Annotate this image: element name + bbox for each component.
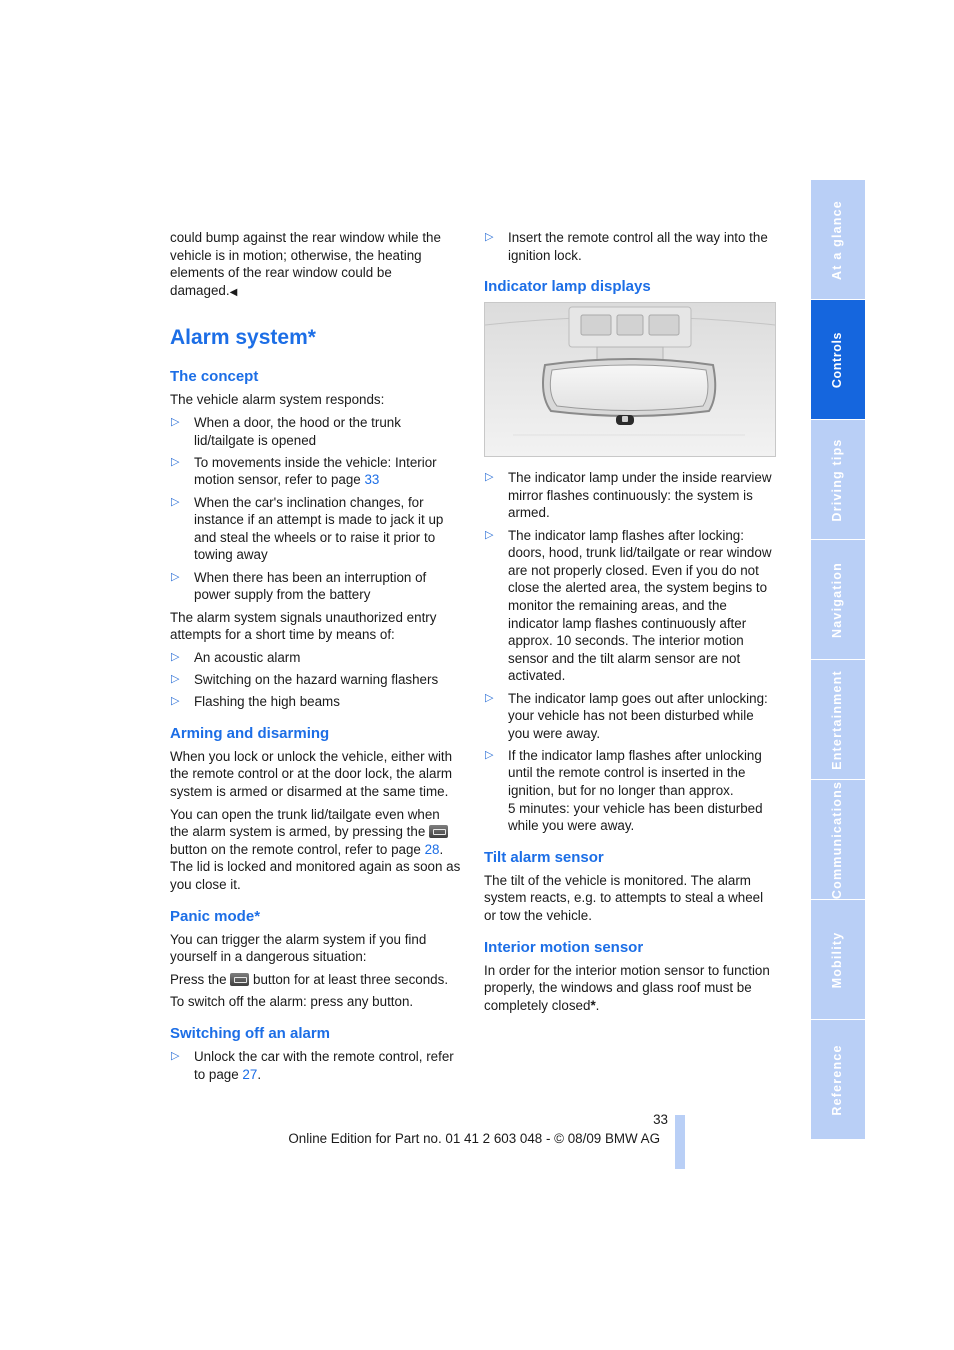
- trunk-key-icon: [429, 825, 448, 838]
- tab-communications[interactable]: Communications: [811, 780, 865, 899]
- switch-off-heading: Switching off an alarm: [170, 1024, 331, 1042]
- tilt-paragraph: The tilt of the vehicle is monitored. The alarm system reacts, e.g. to attempts to steal a wheel or tow the vehicle.: [484, 872, 764, 924]
- list-item: ▷ To movements inside the vehicle: Interior motion sensor, refer to page 33: [171, 454, 437, 488]
- tab-mobility[interactable]: Mobility: [811, 900, 865, 1019]
- signals-list: [170, 649, 462, 711]
- panic-paragraph-2: Press the button for at least three seconds.: [170, 971, 449, 987]
- list-item: ▷ Insert the remote control all the way into the ignition lock.: [485, 230, 768, 263]
- indicator-list: [484, 469, 776, 835]
- panic-key-icon: [230, 973, 249, 986]
- bullet-arrow-icon: ▷: [485, 528, 494, 541]
- panic-heading: Panic mode*: [170, 907, 261, 925]
- panic-paragraph-1: You can trigger the alarm system if you find yourself in a dangerous situation:: [170, 931, 427, 965]
- list-item: ▷ When the car's inclination changes, for instance if an attempt is made to jack it up and steal the wheels or to raise it prior to towing away: [171, 494, 444, 563]
- list-item: ▷ When there has been an interruption of power supply from the battery: [171, 569, 427, 603]
- list-item: ▷ When a door, the hood or the trunk lid/tailgate is opened: [171, 414, 401, 448]
- chapter-tabs: [811, 180, 865, 1140]
- bullet-arrow-icon: ▷: [485, 231, 494, 243]
- bullet-arrow-icon: ▷: [485, 748, 494, 761]
- page-number: 33: [653, 1112, 668, 1127]
- bullet-arrow-icon: ▷: [171, 1049, 180, 1062]
- interior-heading: Interior motion sensor: [484, 938, 644, 956]
- continuation-paragraph: could bump against the rear window while the vehicle is in motion; otherwise, the heating elements of the rear window could be damaged.◀: [170, 230, 441, 298]
- mirror-drawing: [485, 303, 775, 456]
- arming-paragraph-1: When you lock or unlock the vehicle, either with the remote control or at the door lock, the alarm system is armed or disarmed at the same time.: [170, 748, 453, 800]
- page-link[interactable]: 27: [242, 1066, 258, 1082]
- tab-driving-tips[interactable]: Driving tips: [811, 420, 865, 539]
- bullet-arrow-icon: ▷: [171, 415, 180, 428]
- switch-off-list: [170, 1048, 462, 1083]
- bullet-arrow-icon: ▷: [171, 570, 180, 583]
- tilt-heading: Tilt alarm sensor: [484, 848, 604, 866]
- bullet-arrow-icon: ▷: [485, 471, 494, 484]
- arming-heading: Arming and disarming: [170, 724, 330, 742]
- bullet-arrow-icon: ▷: [171, 495, 180, 508]
- edition-footer: Online Edition for Part no. 01 41 2 603 048 - © 08/09 BMW AG: [288, 1131, 660, 1146]
- interior-paragraph: In order for the interior motion sensor to function properly, the windows and glass roof must be completely closed*.: [484, 962, 770, 1013]
- list-item: ▷ The indicator lamp flashes after locking: doors, hood, trunk lid/tailgate or rear window are not properly closed. Even if you do not close the alerted area, the system begins to monitor the remaining areas, and the indicator lamp flashes continuously after approx. 10 seconds. The interior motion sensor and the tilt alarm sensor are not activated.: [485, 527, 772, 684]
- list-item: ▷ Unlock the car with the remote control, refer to page 27.: [171, 1048, 454, 1082]
- concept-list: [170, 414, 462, 604]
- tab-entertainment[interactable]: Entertainment: [811, 660, 865, 779]
- list-item: ▷ The indicator lamp goes out after unlocking: your vehicle has not been disturbed while you were away.: [485, 690, 768, 741]
- bullet-arrow-icon: ▷: [171, 673, 180, 686]
- bullet-arrow-icon: ▷: [171, 455, 180, 468]
- rearview-mirror-illustration: [484, 302, 776, 457]
- right-column: [484, 229, 776, 1019]
- indicator-heading: Indicator lamp displays: [484, 278, 651, 296]
- concept-heading: The concept: [170, 368, 259, 386]
- section-title: Alarm system*: [170, 326, 316, 350]
- footer-accent-bar: [675, 1115, 685, 1169]
- list-item: ▷ If the indicator lamp flashes after unlocking until the remote control is inserted in the ignition, but for no longer than approx. 5 minutes: your vehicle has been disturbed while you were away.: [485, 747, 763, 834]
- option-star: *: [590, 997, 596, 1013]
- tab-navigation[interactable]: Navigation: [811, 540, 865, 659]
- list-item: ▷ Flashing the high beams: [171, 694, 340, 710]
- bullet-arrow-icon: ▷: [171, 650, 180, 663]
- page-link[interactable]: 33: [364, 472, 380, 488]
- tab-controls[interactable]: Controls: [811, 300, 865, 419]
- tab-at-a-glance[interactable]: At a glance: [811, 180, 865, 299]
- panic-paragraph-3: To switch off the alarm: press any button.: [170, 994, 414, 1010]
- list-item: ▷ An acoustic alarm: [171, 649, 301, 665]
- list-item: ▷ The indicator lamp under the inside rearview mirror flashes continuously: the system is armed.: [485, 470, 772, 521]
- page-link[interactable]: 28: [424, 841, 440, 857]
- end-mark: ◀: [229, 286, 238, 298]
- bullet-arrow-icon: ▷: [171, 695, 180, 708]
- tab-reference[interactable]: Reference: [811, 1020, 865, 1139]
- arming-paragraph-2: You can open the trunk lid/tailgate even when the alarm system is armed, by pressing the button on the remote control, refer to page 28. The lid is locked and monitored again as soon as you close it.: [170, 806, 461, 892]
- list-item: ▷ Switching on the hazard warning flashers: [171, 672, 439, 688]
- bullet-arrow-icon: ▷: [485, 691, 494, 704]
- concept-intro: The vehicle alarm system responds:: [170, 392, 385, 408]
- left-column: [170, 229, 462, 1088]
- signals-intro: The alarm system signals unauthorized entry attempts for a short time by means of:: [170, 609, 437, 643]
- insert-list: [484, 229, 776, 264]
